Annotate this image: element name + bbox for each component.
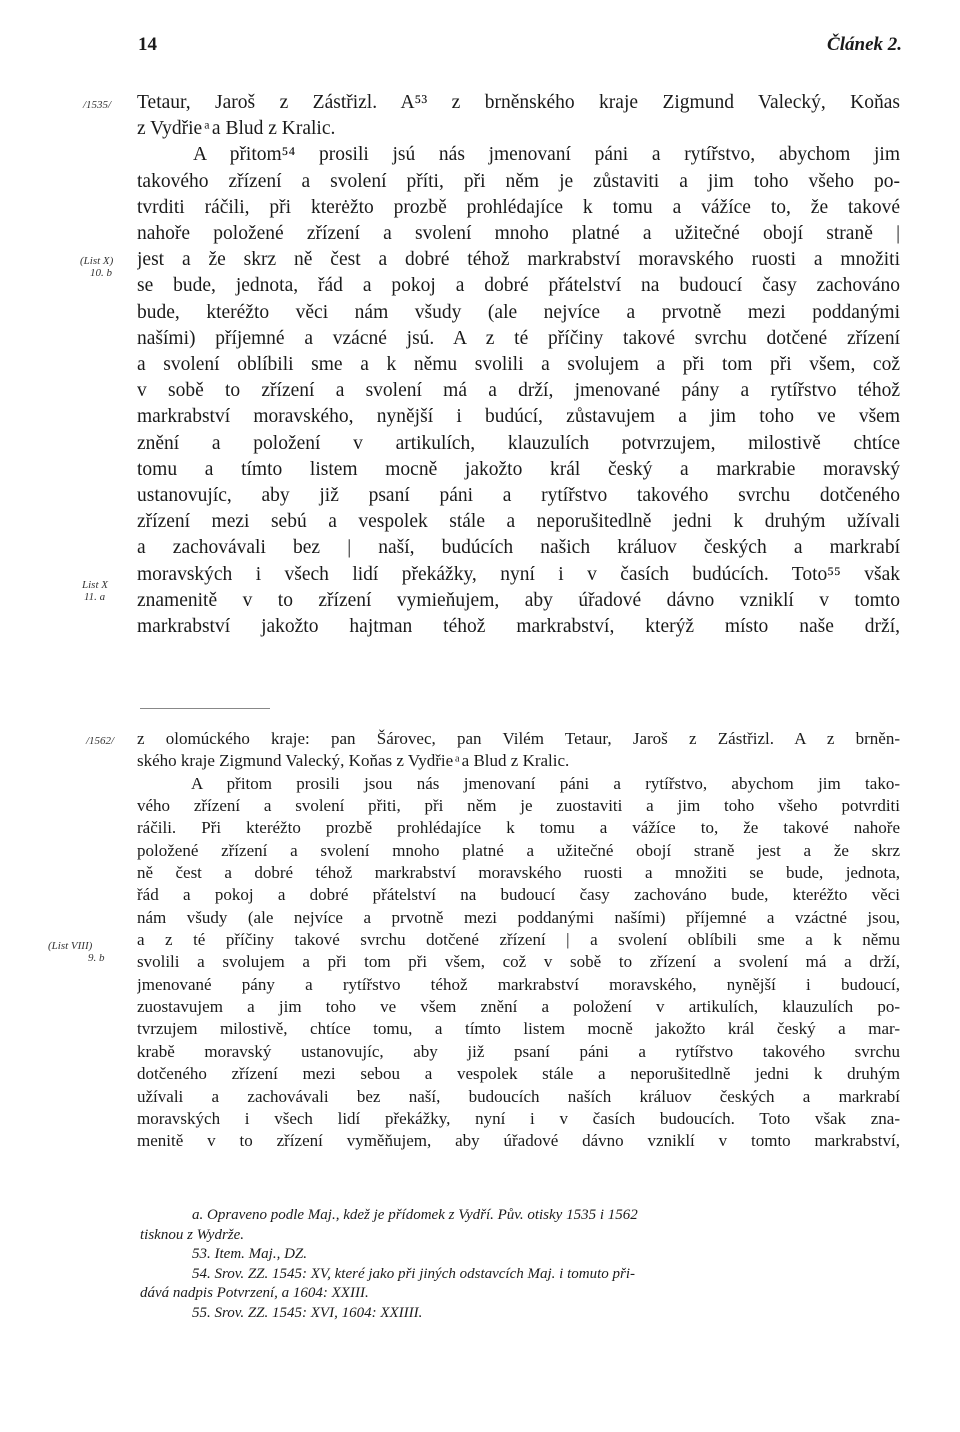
text-block-1562 bbox=[137, 728, 900, 1153]
text-line: tvrzujem milostivě, chtíce tomu, a tímto listem mocně jakožto král český a mar- bbox=[137, 1019, 900, 1039]
text-line: markrabství jakožto hajtman téhož markrabství, kterýž místo naše drží, bbox=[137, 616, 900, 638]
text-line: A přitom⁵⁴ prosili jsú nás jmenovaní páni a rytířstvo, abychom jim bbox=[193, 144, 900, 166]
text-line: zuostavujem a jim toho ve všem znění a položení v artikulích, klauzulích po- bbox=[137, 997, 900, 1017]
text-line: z Vydřie ͣ a Blud z Kralic. bbox=[137, 118, 336, 140]
text-line: nám všudy (ale nejvíce a prvotně mezi poddanými našími) příjemné a vzáctné jsou, bbox=[137, 907, 900, 927]
text-line: A přitom prosili jsou nás jmenovaní páni a rytířstvo, abychom jim tako- bbox=[191, 773, 900, 793]
text-line: ráčili. Při kteréžto prozbě prohlédajíce k tomu a vážíce to, že takové nahoře bbox=[137, 818, 900, 838]
margin-note-list-x-10b: (List X) 10. b bbox=[80, 255, 114, 279]
text-line: markrabství moravského, nynější i budúcí, zůstavujem a jim toho ve všem bbox=[137, 406, 900, 428]
text-line: Tetaur, Jaroš z Zástřizl. A⁵³ z brněnského kraje Zigmund Valecký, Koňas bbox=[137, 92, 900, 113]
text-line: znění a položení v artikulích, klauzulích potvrzujem, milostivě chtíce bbox=[137, 432, 900, 454]
footnote-54-line1: 54. Srov. ZZ. 1545: XV, které jako při jiných odstavcích Maj. i tomuto při- bbox=[192, 1265, 635, 1282]
text-line: takového zřízení a svolení příti, při něm je zůstaviti a jim toho všeho po- bbox=[137, 170, 900, 192]
footnote-a-line1: a. Opraveno podle Maj., kdež je přídomek z Vydří. Pův. otisky 1535 i 1562 bbox=[192, 1207, 638, 1223]
text-line: ně čest a dobré téhož markrabství moravského ruosti a množiti se bude, jednota, bbox=[137, 863, 900, 883]
text-line: a z té příčiny takové svrchu dotčené zřízení | a svolení oblíbili sme a k němu bbox=[137, 930, 900, 950]
footnote-a-line2: tisknou z Wydrže. bbox=[140, 1226, 245, 1243]
section-divider bbox=[140, 708, 270, 709]
footnote-53: 53. Item. Maj., DZ. bbox=[192, 1246, 307, 1262]
text-line: v sobě to zřízení a svolení má a drží, jmenované pány a rytířstvo téhož bbox=[137, 380, 900, 402]
text-line: jest a že skrz ně čest a dobré téhož markrabství moravského ruosti a množiti bbox=[137, 249, 900, 271]
text-line: nahoře položené zřízení a svolení mnoho platné a užitečné obojí straně | bbox=[137, 223, 900, 245]
footnote-55: 55. Srov. ZZ. 1545: XVI, 1604: XXIIII. bbox=[192, 1304, 423, 1321]
text-line: jmenované pány a rytířstvo téhož markrabství moravského, nynější i budoucí, bbox=[137, 974, 900, 994]
text-line: našími) příjemné a vzácné jsú. A z té příčiny takové svrchu dotčené zřízení bbox=[137, 327, 900, 349]
footnote-54-line2: dává nadpis Potvrzení, a 1604: XXIII. bbox=[140, 1285, 369, 1301]
running-header-title: Článek 2. bbox=[827, 34, 902, 55]
text-block-1535 bbox=[137, 90, 900, 640]
text-line: a zachovávali bez | naší, budúcích našich králuov českých a markrabí bbox=[137, 537, 900, 559]
margin-note-1535: /1535/ bbox=[83, 99, 112, 111]
text-line: z olomúckého kraje: pan Šárovec, pan Vilém Tetaur, Jaroš z Zástřizl. A z brněn- bbox=[137, 729, 900, 748]
text-line: moravských i všech lidí překážky, nyní i v časích budúcích. Toto⁵⁵ však bbox=[137, 563, 900, 585]
text-line: položené zřízení a svolení mnoho platné a užitečné obojí straně jest a že skrz bbox=[137, 840, 900, 860]
text-line: vého zřízení a svolení přiti, při něm je zuostaviti a jim toho všeho potvrditi bbox=[137, 796, 900, 816]
margin-note-list-viii-9b: (List VIII) 9. b bbox=[48, 940, 105, 964]
text-line: bude, kteréžto věci nám všudy (ale nejvíce a prvotně mezi poddanými bbox=[137, 301, 900, 323]
text-line: menitě v to zřízení vyměňujem, aby úřadové dávno vzniklí v tomto markrabství, bbox=[137, 1131, 900, 1151]
text-line: ského kraje Zigmund Valecký, Koňas z Vydřie ͣ a Blud z Kralic. bbox=[137, 751, 570, 771]
text-line: a svolení oblíbili sme a k němu svolili a svolujem a při tom při všem, což bbox=[137, 354, 900, 376]
text-line: znamenitě v to zřízení vymieňujem, aby úřadové dávno vzniklí v tomto bbox=[137, 589, 900, 611]
text-line: dotčeného zřízení mezi sebou a vespolek stále a neporušitedlně jedni k druhým bbox=[137, 1064, 900, 1084]
text-line: zřízení mezi sebú a vespolek stále a neporušitedlně jedni k druhým užívali bbox=[137, 511, 900, 533]
margin-note-list-x-11a: List X 11. a bbox=[82, 579, 108, 603]
footnotes bbox=[140, 1206, 900, 1323]
text-line: ustanovujíc, aby již psaní páni a rytířstvo takového svrchu dotčeného bbox=[137, 485, 900, 507]
margin-note-1562: /1562/ bbox=[86, 735, 115, 747]
text-line: moravských i všech lidí překážky, nyní i v časích budoucích. Toto však zna- bbox=[137, 1108, 900, 1128]
page-number: 14 bbox=[138, 34, 157, 55]
text-line: svolili a svolujem a při tom při všem, což v sobě to zřízení a svolení má a drží, bbox=[137, 952, 900, 972]
text-line: řád a pokoj a dobré přátelství na budoucí časy zachováno bude, kteréžto věci bbox=[137, 885, 900, 905]
text-line: tomu a tímto listem mocně jakožto král český a markrabie moravský bbox=[137, 458, 900, 480]
text-line: tvrditi ráčili, při kterėžto prozbě prohlédajíce k tomu a vážíce to, že takové bbox=[137, 196, 900, 218]
text-line: užívali a zachovávali bez naší, budoucích naších králuov českých a markrabí bbox=[137, 1086, 900, 1106]
text-line: krabě moravský ustanovujíc, aby již psaní páni a rytířstvo takového svrchu bbox=[137, 1041, 900, 1061]
text-line: se bude, jednota, řád a pokoj a dobré přátelství na budoucí časy zachováno bbox=[137, 275, 900, 297]
